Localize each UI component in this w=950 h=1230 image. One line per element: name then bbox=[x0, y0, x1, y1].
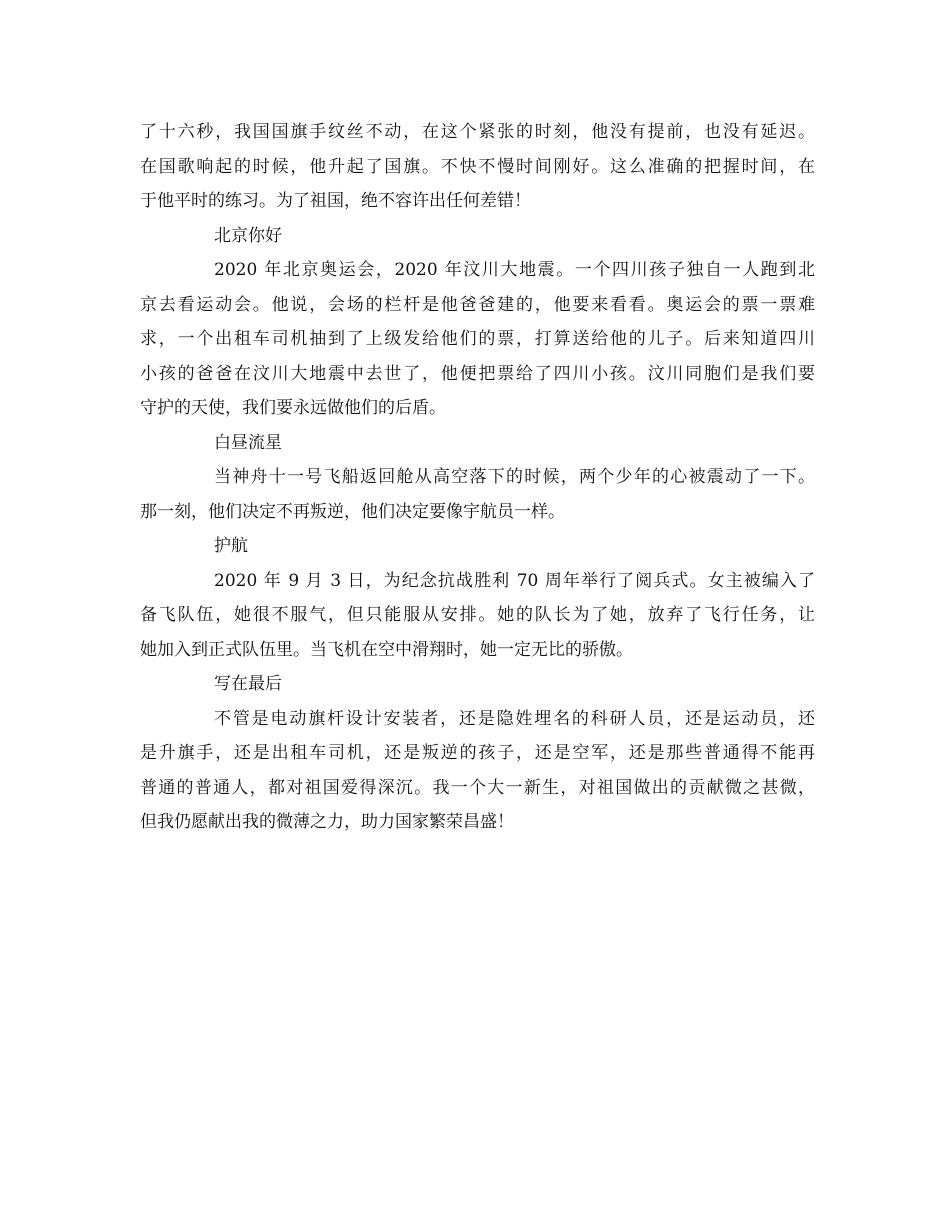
section-heading: 护航 bbox=[214, 536, 248, 556]
text-line: 京去看运动会。他说，会场的栏杆是他爸爸建的，他要来看看。奥运会的票一票难 bbox=[140, 294, 815, 315]
text-line: 但我仍愿献出我的微薄之力，助力国家繁荣昌盛！ bbox=[140, 812, 514, 832]
section-heading: 写在最后 bbox=[214, 674, 282, 694]
paragraph bbox=[140, 702, 815, 840]
text-line: 那一刻，他们决定不再叛逆，他们决定要像宇航员一样。 bbox=[140, 501, 565, 522]
text-line: 她加入到正式队伍里。当飞机在空中滑翔时，她一定无比的骄傲。 bbox=[140, 639, 633, 660]
text-line: 在国歌响起的时候，他升起了国旗。不快不慢时间刚好。这么准确的把握时间，在 bbox=[140, 156, 815, 177]
document-body bbox=[140, 115, 815, 840]
text-line: 了十六秒，我国国旗手纹丝不动，在这个紧张的时刻，他没有提前，也没有延迟。 bbox=[140, 122, 815, 142]
text-line: 2020 年 9 月 3 日，为纪念抗战胜利 70 周年举行了阅兵式。女主被编入了 bbox=[214, 570, 815, 591]
text-line: 守护的天使，我们要永远做他们的后盾。 bbox=[140, 398, 446, 418]
paragraph bbox=[140, 460, 815, 529]
text-line: 不管是电动旗杆设计安装者，还是隐姓埋名的科研人员，还是运动员，还 bbox=[214, 708, 815, 729]
text-line: 小孩的爸爸在汶川大地震中去世了，他便把票给了四川小孩。汶川同胞们是我们要 bbox=[140, 363, 815, 384]
text-line: 于他平时的练习。为了祖国，绝不容许出任何差错！ bbox=[140, 191, 531, 211]
paragraph bbox=[140, 253, 815, 426]
text-line: 求，一个出租车司机抽到了上级发给他们的票，打算送给他的儿子。后来知道四川 bbox=[140, 329, 815, 349]
text-line: 备飞队伍，她很不服气，但只能服从安排。她的队长为了她，放弃了飞行任务，让 bbox=[140, 605, 815, 625]
text-line: 普通的普通人，都对祖国爱得深沉。我一个大一新生，对祖国做出的贡献微之甚微， bbox=[140, 777, 815, 798]
text-line: 是升旗手，还是出租车司机，还是叛逆的孩子，还是空军，还是那些普通得不能再 bbox=[140, 743, 815, 763]
text-line: 当神舟十一号飞船返回舱从高空落下的时候，两个少年的心被震动了一下。 bbox=[214, 467, 815, 487]
section-heading: 白昼流星 bbox=[214, 432, 282, 453]
paragraph bbox=[140, 115, 815, 219]
text-line: 2020 年北京奥运会，2020 年汶川大地震。一个四川孩子独自一人跑到北 bbox=[214, 260, 815, 280]
paragraph bbox=[140, 564, 815, 668]
section-heading: 北京你好 bbox=[214, 225, 282, 246]
